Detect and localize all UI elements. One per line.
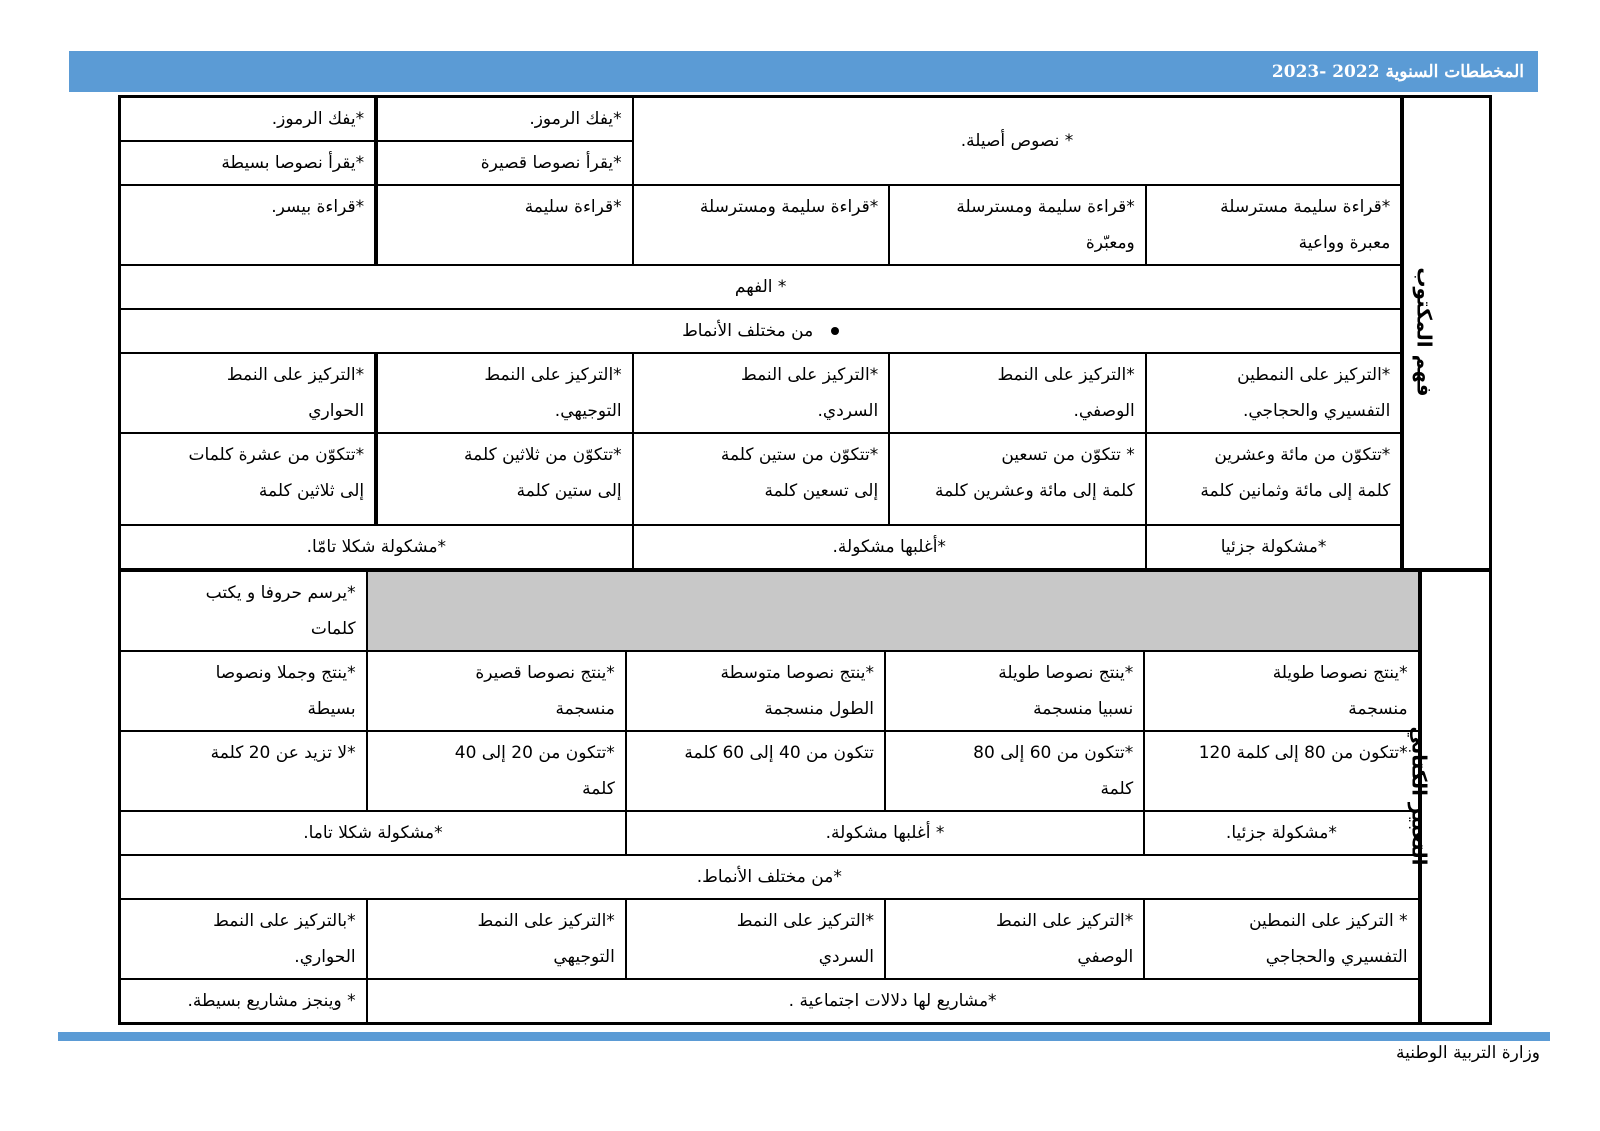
reading-quality-text-c3: *قراءة سليمة ومسترسلة bbox=[699, 197, 879, 217]
writing-focus-text-c1: * التركيز على النمطين التفسيري والحجاجي bbox=[1249, 911, 1408, 967]
reading-focus-text-c1: *التركيز على النمطين التفسيري والحجاجي. bbox=[1237, 365, 1391, 421]
reading-quality-text-c2: *قراءة سليمة ومسترسلة ومعبّرة bbox=[956, 197, 1135, 253]
reading-length-text-c3: *تتكوّن من ستين كلمة إلى تسعين كلمة bbox=[720, 445, 879, 501]
writing-length-c4 bbox=[367, 731, 626, 811]
writing-prod-text-c5: *ينتج وجملا ونصوصا بسيطة bbox=[215, 663, 356, 719]
decode-cell-1 bbox=[376, 97, 633, 142]
writing-vowel-c1 bbox=[1144, 811, 1419, 855]
writing-focus-c3 bbox=[626, 899, 885, 979]
writing-length-text-c5: *لا تزيد عن 20 كلمة bbox=[210, 743, 356, 763]
reads-short-cell bbox=[376, 141, 633, 185]
writing-vowel-text-c3: *مشكولة شكلا تاما. bbox=[303, 823, 443, 843]
draw-letters-cell bbox=[120, 571, 367, 652]
decode-text-2: *يفك الرموز. bbox=[271, 109, 365, 129]
writing-vowel-c2 bbox=[626, 811, 1144, 855]
reading-side-header bbox=[1402, 97, 1490, 570]
reading-vowel-c1 bbox=[1146, 525, 1403, 570]
authentic-texts-text: * نصوص أصيلة. bbox=[960, 131, 1074, 151]
reading-vowel-text-c2: *أغلبها مشكولة. bbox=[832, 537, 946, 557]
reading-quality-c1 bbox=[1146, 185, 1403, 265]
reads-simple-cell bbox=[120, 141, 377, 185]
writing-length-text-c4: *تتكون من 20 إلى 40 كلمة bbox=[454, 743, 615, 799]
writing-vowel-text-c2: * أغلبها مشكولة. bbox=[825, 823, 945, 843]
writing-prod-text-c4: *ينتج نصوصا قصيرة منسجمة bbox=[475, 663, 615, 719]
footer-bar bbox=[58, 1032, 1550, 1041]
writing-side-label: التعبير الكتابي bbox=[1407, 726, 1432, 866]
reading-quality-c2 bbox=[889, 185, 1146, 265]
reading-focus-text-c2: *التركيز على النمط الوصفي. bbox=[997, 365, 1135, 421]
projects-simple-text: * وينجز مشاريع بسيطة. bbox=[187, 991, 356, 1011]
reading-length-c3 bbox=[633, 433, 890, 525]
reading-vowel-text-c3: *مشكولة شكلا تامّا. bbox=[306, 537, 447, 557]
reading-vowel-c2 bbox=[633, 525, 1146, 570]
projects-social-cell bbox=[367, 979, 1420, 1024]
writing-focus-c4 bbox=[367, 899, 626, 979]
bullet-icon bbox=[831, 327, 839, 335]
reading-focus-c2 bbox=[889, 353, 1146, 433]
reading-table bbox=[118, 95, 1492, 571]
writing-side-header bbox=[1407, 571, 1491, 1024]
writing-length-text-c2: *تتكون من 60 إلى 80 كلمة bbox=[973, 743, 1134, 799]
writing-focus-c2 bbox=[885, 899, 1144, 979]
projects-social-text: *مشاريع لها دلالات اجتماعية . bbox=[788, 991, 997, 1011]
reading-quality-text-c1: *قراءة سليمة مسترسلة معبرة وواعية bbox=[1220, 197, 1391, 253]
writing-focus-text-c2: *التركيز على النمط الوصفي bbox=[995, 911, 1134, 967]
writing-length-c2 bbox=[885, 731, 1144, 811]
writing-focus-c5 bbox=[120, 899, 367, 979]
reading-quality-c3 bbox=[633, 185, 890, 265]
writing-length-c5 bbox=[120, 731, 367, 811]
writing-length-c3 bbox=[626, 731, 885, 811]
reading-focus-text-c4: *التركيز على النمط التوجيهي. bbox=[484, 365, 622, 421]
header-title: المخططات السنوية 2022 -2023 bbox=[1271, 61, 1524, 82]
gray-empty-cell bbox=[367, 571, 1420, 652]
decode-cell-2 bbox=[120, 97, 377, 142]
writing-prod-text-c2: *ينتج نصوصا طويلة نسبيا منسجمة bbox=[998, 663, 1134, 719]
reading-length-c5 bbox=[120, 433, 377, 525]
reads-simple-text: *يقرأ نصوصا بسيطة bbox=[221, 153, 365, 173]
reading-length-text-c1: *تتكوّن من مائة وعشرين كلمة إلى مائة وثمانين كلمة bbox=[1200, 445, 1391, 501]
writing-focus-text-c5: *بالتركيز على النمط الحواري. bbox=[213, 911, 356, 967]
writing-prod-c1 bbox=[1144, 651, 1419, 731]
header-bar bbox=[69, 51, 1538, 92]
writing-types-cell bbox=[120, 855, 1420, 899]
reading-vowel-c3 bbox=[120, 525, 633, 570]
reading-quality-text-c4: *قراءة سليمة bbox=[524, 197, 622, 217]
reads-short-text: *يقرأ نصوصا قصيرة bbox=[480, 153, 622, 173]
comprehension-text: * الفهم bbox=[734, 277, 787, 297]
reading-focus-c5 bbox=[120, 353, 377, 433]
reading-types-cell bbox=[120, 309, 1403, 353]
reading-length-c1 bbox=[1146, 433, 1403, 525]
writing-prod-text-c1: *ينتج نصوصا طويلة منسجمة bbox=[1272, 663, 1408, 719]
reading-focus-text-c5: *التركيز على النمط الحواري bbox=[226, 365, 365, 421]
reading-quality-c5 bbox=[120, 185, 377, 265]
ministry-footer: وزارة التربية الوطنية bbox=[1395, 1043, 1540, 1063]
reading-focus-text-c3: *التركيز على النمط السردي. bbox=[740, 365, 879, 421]
reading-length-text-c5: *تتكوّن من عشرة كلمات إلى ثلاثين كلمة bbox=[188, 445, 365, 501]
reading-side-label: فهم المكتوب bbox=[1412, 267, 1437, 397]
writing-vowel-text-c1: *مشكولة جزئيا. bbox=[1225, 823, 1337, 843]
reading-vowel-text-c1: *مشكولة جزئيا bbox=[1220, 537, 1327, 557]
writing-prod-c3 bbox=[626, 651, 885, 731]
draw-letters-text: *يرسم حروفا و يكتب كلمات bbox=[205, 583, 356, 639]
comprehension-cell bbox=[120, 265, 1403, 309]
reading-length-c4 bbox=[376, 433, 633, 525]
writing-prod-c5 bbox=[120, 651, 367, 731]
reading-quality-c4 bbox=[376, 185, 633, 265]
projects-simple-cell bbox=[120, 979, 367, 1024]
writing-table bbox=[118, 569, 1492, 1025]
authentic-texts-cell bbox=[633, 97, 1403, 186]
writing-prod-text-c3: *ينتج نصوصا متوسطة الطول منسجمة bbox=[720, 663, 875, 719]
reading-length-text-c4: *تتكوّن من ثلاثين كلمة إلى ستين كلمة bbox=[464, 445, 622, 501]
writing-vowel-c3 bbox=[120, 811, 626, 855]
reading-focus-c4 bbox=[376, 353, 633, 433]
reading-focus-c1 bbox=[1146, 353, 1403, 433]
reading-quality-text-c5: *قراءة بيسر. bbox=[271, 197, 365, 217]
writing-length-text-c3: تتكون من 40 إلى 60 كلمة bbox=[684, 743, 875, 763]
reading-focus-c3 bbox=[633, 353, 890, 433]
decode-text-1: *يفك الرموز. bbox=[529, 109, 622, 129]
writing-length-text-c1: *تتكون من 80 إلى كلمة 120 bbox=[1198, 743, 1408, 763]
reading-length-text-c2: * تتكوّن من تسعين كلمة إلى مائة وعشرين كلمة bbox=[935, 445, 1135, 501]
writing-focus-text-c4: *التركيز على النمط التوجيهي bbox=[477, 911, 615, 967]
reading-types-text: من مختلف الأنماط bbox=[682, 321, 814, 341]
writing-prod-c4 bbox=[367, 651, 626, 731]
reading-length-c2 bbox=[889, 433, 1146, 525]
writing-prod-c2 bbox=[885, 651, 1144, 731]
writing-focus-text-c3: *التركيز على النمط السردي bbox=[736, 911, 875, 967]
writing-types-text: *من مختلف الأنماط. bbox=[696, 867, 842, 887]
writing-focus-c1 bbox=[1144, 899, 1419, 979]
